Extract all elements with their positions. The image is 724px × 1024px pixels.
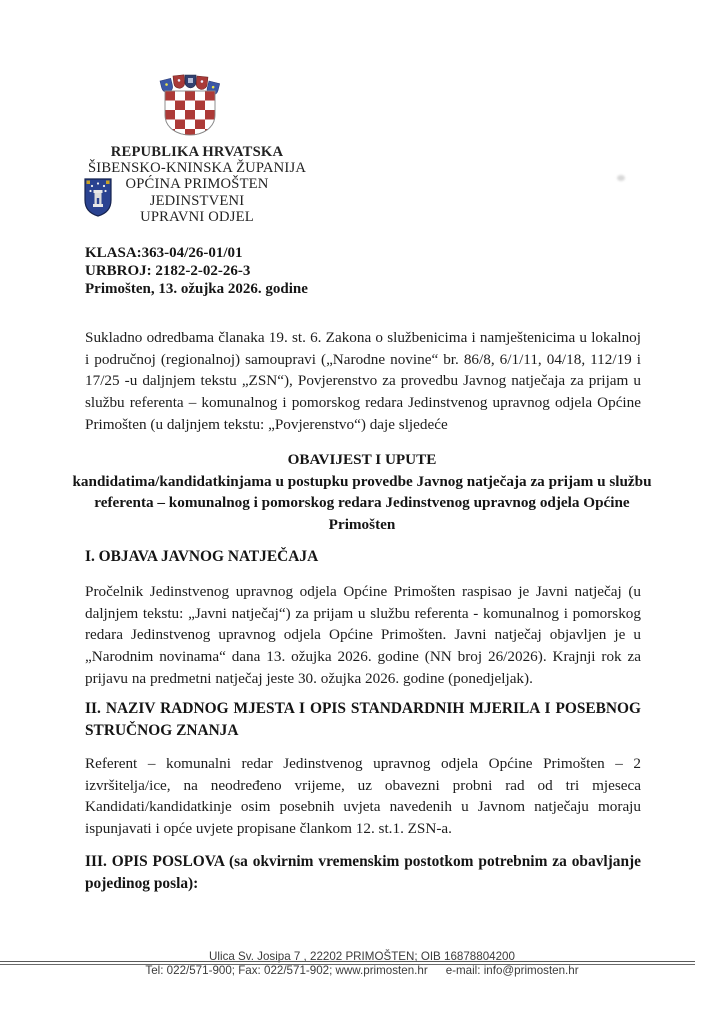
county-name: ŠIBENSKO-KNINSKA ŽUPANIJA [87,160,307,177]
department-name-line1: JEDINSTVENI [149,192,245,209]
section-2-heading: II. NAZIV RADNOG MJESTA I OPIS STANDARDNIH MJERILA I POSEBNOG STRUČNOG ZNANJA [85,700,641,739]
section-1-heading: I. OBJAVA JAVNOG NATJEČAJA [85,548,319,565]
notice-title-block [72,449,652,535]
klasa-number: KLASA:363-04/26-01/01 [85,245,243,261]
section-1-body: Pročelnik Jedinstvenog upravnog odjela Općine Primošten raspisao je Javni natječaj (u daljnjem tekstu: „Javni natječaj“) za prijam u službu referenta - komunalnog i pomorskog redara Jedinstvenog upravnog odjela Općine Primošten. Javni natječaj objavljen je u „Narodnim novinama“ dana 13. ožujka 2026. godine (NN broj 26/2026). Krajnji rok za prijavu na predmetni natječaj jeste 30. ožujka 2026. godine (ponedjeljak). [85,583,641,687]
notice-title: OBAVIJEST I UPUTE [287,451,437,468]
checker-shield [165,91,215,139]
section-3-heading: III. OPIS POSLOVA (sa okvirnim vremenskim postotkom potrebnim za obavljanje pojedinog posla): [85,853,641,892]
footer-address: Ulica Sv. Josipa 7 , 22202 PRIMOŠTEN; OIB 16878804200 [209,950,515,963]
footer-email: e-mail: info@primosten.hr [445,964,579,977]
municipality-name: OPĆINA PRIMOŠTEN [125,176,269,193]
scan-artifact [617,175,625,181]
footer-phone-fax-web: Tel: 022/571-900; Fax: 022/571-902; www.primosten.hr [145,964,428,977]
footer-contacts [0,964,724,977]
department-name-line2: UPRAVNI ODJEL [140,208,254,225]
intro-paragraph: Sukladno odredbama članaka 19. st. 6. Zakona o službenicima i namještenicima u lokalnoj i područnoj (regionalnoj) samoupravi („Narodne novine“ br. 86/8, 6/1/11, 04/18, 112/19 i 17/25 -u daljnjem tekstu „ZSN“), Povjerenstvo za provedbu Javnog natječaja za prijam u službu referenta – komunalnog i pomorskog redara Jedinstvenog upravnog odjela Općine Primošten (u daljnjem tekstu: „Povjerenstvo“) daje sljedeće [85,329,641,433]
state-name: REPUBLIKA HRVATSKA [110,144,284,160]
place-and-date: Primošten, 13. ožujka 2026. godine [85,281,308,297]
notice-subtitle: kandidatima/kandidatkinjama u postupku provedbe Javnog natječaja za prijam u službu referenta – komunalnog i pomorskog redara Jedinstvenog upravnog odjela Općine Primošten [72,472,652,533]
croatian-coat-of-arms-icon [157,73,223,144]
section-2-body: Referent – komunalni redar Jedinstvenog upravnog odjela Općine Primošten – 2 izvršitelja/ice, na neodređeno vrijeme, uz obavezni probni rad od tri mjeseca Kandidati/kandidatkinje osim posebnih uvjeta navedenih u Javnom natječaju moraju ispunjavati i opće uvjete propisane člankom 12. st.1. ZSN-a. [85,755,641,838]
institution-header [80,144,314,225]
urbroj-number: URBROJ: 2182-2-02-26-3 [85,263,251,279]
reference-block [85,244,308,298]
